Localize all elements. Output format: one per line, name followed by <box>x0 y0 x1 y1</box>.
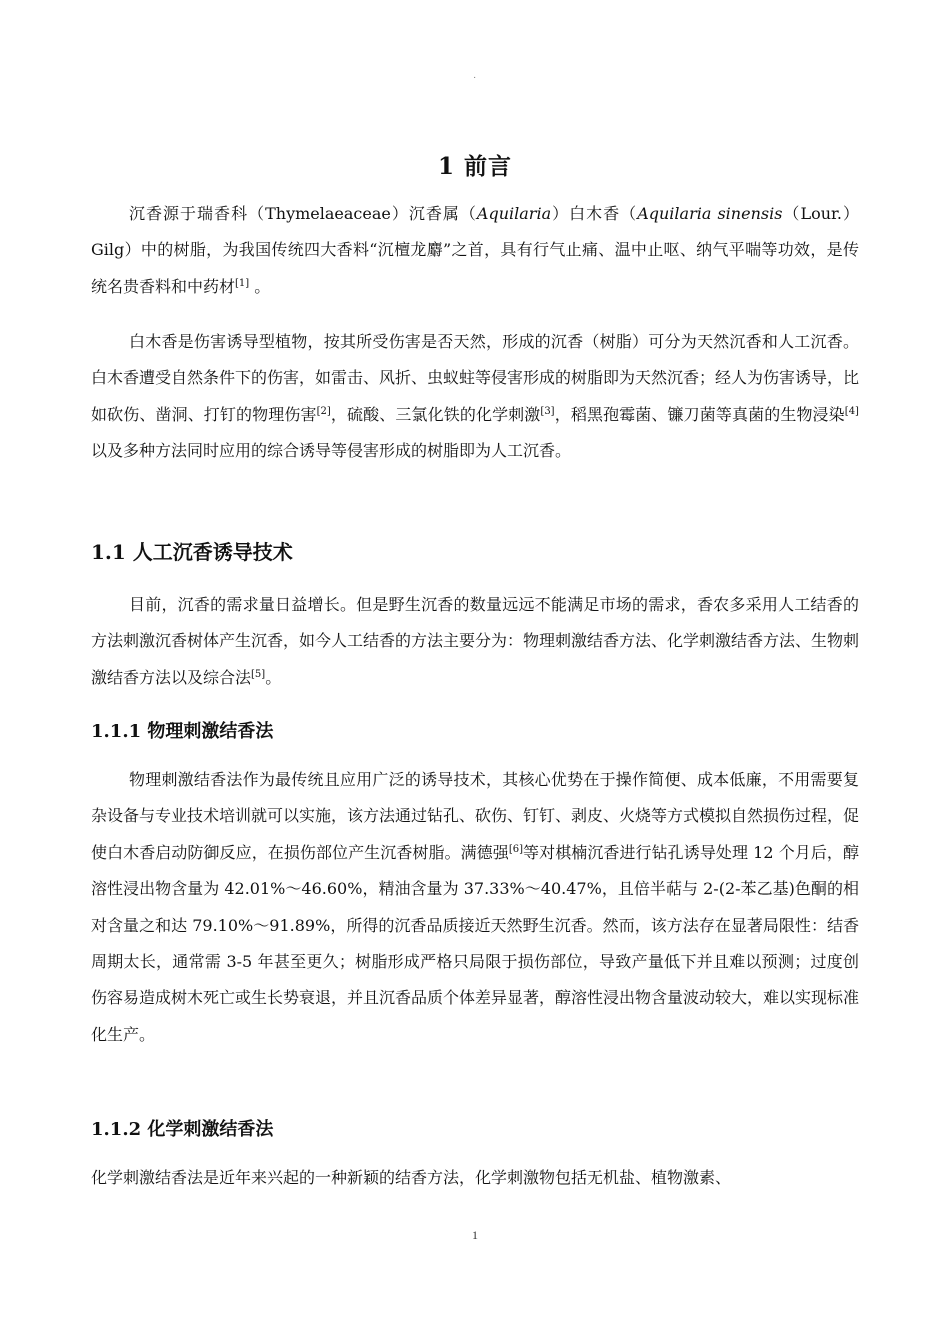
section-heading-1-1-1: 1.1.1 物理刺激结香法 <box>91 721 274 742</box>
paragraph-section-1-1-1: 物理刺激结香法作为最传统且应用广泛的诱导技术，其核心优势在于操作简便、成本低廉，不用需要复杂设备与专业技术培训就可以实施，该方法通过钻孔、砍伤、钉钉、剥皮、火烧等方式模拟自然损伤过程，促使白木香启动防御反应，在损伤部位产生沉香树脂。满德强[6]等对棋楠沉香进行钻孔诱导处理 12 个月后，醇溶性浸出物含量为 42.01%～46.60%，精油含量为 37.33%～40.47%，且倍半萜与 2-(2-苯乙基)色酮的相对含量之和达 79.10%～91.89%，所得的沉香品质接近天然野生沉香。然而，该方法存在显著局限性：结香周期太长，通常需 3-5 年甚至更久；树脂形成严格只局限于损伤部位，导致产量低下并且难以预测；过度创伤容易造成树木死亡或生长势衰退，并且沉香品质个体差异显著，醇溶性浸出物含量波动较大，难以实现标准化生产。 <box>91 770 860 1044</box>
citation-4: [4] <box>844 405 859 417</box>
paragraph-section-1-1-2: 化学刺激结香法是近年来兴起的一种新颖的结香方法，化学刺激物包括无机盐、植物激素、 <box>91 1168 732 1187</box>
section-heading-1-1-2: 1.1.2 化学刺激结香法 <box>91 1119 274 1140</box>
citation-2: [2] <box>316 405 331 417</box>
citation-6: [6] <box>508 843 523 855</box>
citation-5: [5] <box>251 668 266 680</box>
citation-3: [3] <box>540 405 555 417</box>
page-number: 1 <box>472 1228 478 1242</box>
chapter-title: 1 前言 <box>437 153 512 180</box>
paragraph-section-1-1: 目前，沉香的需求量日益增长。但是野生沉香的数量远远不能满足市场的需求，香农多采用人工结香的方法刺激沉香树体产生沉香，如今人工结香的方法主要分为：物理刺激结香方法、化学刺激结香方法、生物刺激结香方法以及综合法[5]。 <box>91 595 860 687</box>
header-mark: · <box>473 72 477 83</box>
citation-1: [1] <box>235 277 250 289</box>
paragraph-intro-1: 沉香源于瑞香科（Thymelaeaceae）沉香属（Aquilaria）白木香（Aquilaria sinensis（Lour.）Gilg）中的树脂，为我国传统四大香料“沉檀龙麝”之首，具有行气止痛、温中止呕、纳气平喘等功效，是传统名贵香料和中药材[1] 。 <box>91 204 859 296</box>
paragraph-intro-2: 白木香是伤害诱导型植物，按其所受伤害是否天然，形成的沉香（树脂）可分为天然沉香和人工沉香。白木香遭受自然条件下的伤害，如雷击、风折、虫蚁蛀等侵害形成的树脂即为天然沉香；经人为伤害诱导，比如砍伤、凿洞、打钉的物理伤害[2]，硫酸、三氯化铁的化学刺激[3]，稻黑孢霉菌、镰刀菌等真菌的生物浸染[4]以及多种方法同时应用的综合诱导等侵害形成的树脂即为人工沉香。 <box>91 332 860 461</box>
section-heading-1-1: 1.1 人工沉香诱导技术 <box>91 540 293 564</box>
